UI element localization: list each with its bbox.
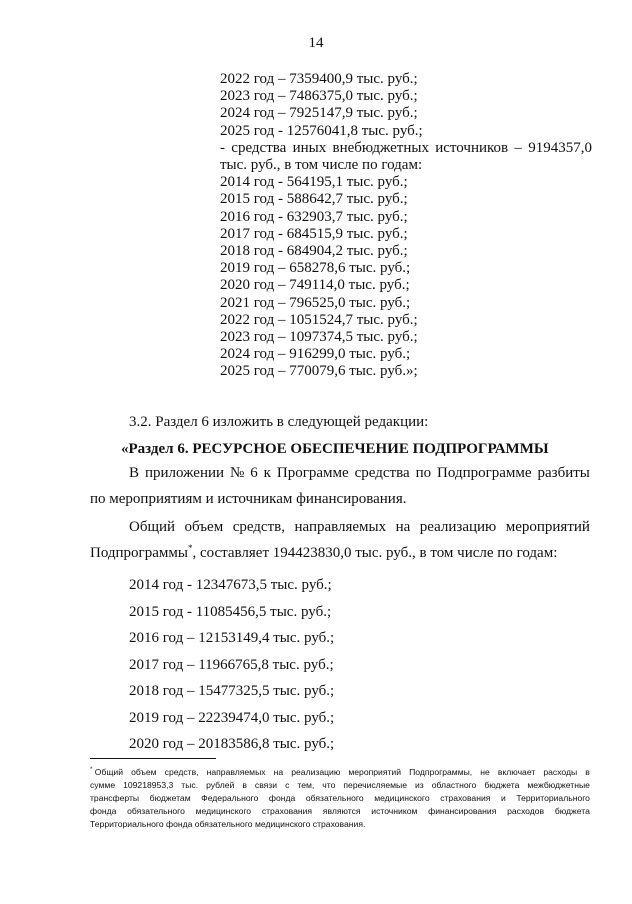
footnote-separator — [90, 758, 216, 759]
word: фонда — [90, 806, 117, 816]
word: медицинского — [374, 793, 430, 803]
word: страхования — [261, 806, 313, 816]
word: к — [263, 465, 271, 481]
word: средства — [354, 465, 410, 481]
word: направляемых — [206, 767, 266, 777]
word: включает — [497, 767, 536, 777]
footnote-line-4 — [90, 805, 590, 818]
year-line: 2024 год – 916299,0 тыс. руб.; — [220, 346, 411, 363]
word: с — [285, 780, 290, 790]
word: источников — [435, 139, 509, 156]
year-line: 2024 год – 7925147,9 тыс. руб.; — [220, 105, 418, 122]
word: связи — [254, 780, 278, 790]
word: не — [480, 767, 490, 777]
word: средств, — [232, 519, 285, 535]
word: иных — [292, 139, 327, 156]
word: страхования — [440, 793, 491, 803]
word: областного — [431, 780, 477, 790]
paragraph-2-line-2-start: Подпрограммы — [90, 545, 188, 561]
word: средств, — [164, 767, 199, 777]
year-line: 2025 год – 770079,6 тыс. руб.»; — [220, 363, 418, 380]
years-list-a — [220, 71, 592, 140]
word: В — [129, 465, 140, 481]
year-line: 2018 год - 684904,2 тыс. руб.; — [220, 243, 408, 260]
word: обязательного — [305, 793, 364, 803]
section-intro: 3.2. Раздел 6 изложить в следующей редакции: — [129, 414, 429, 430]
paragraph-1 — [90, 460, 590, 512]
word: являются — [322, 806, 361, 816]
year-line: 2023 год – 1097374,5 тыс. руб.; — [220, 329, 418, 346]
word: фонда — [268, 793, 296, 803]
word: * Общий — [90, 767, 124, 777]
word: в — [242, 780, 247, 790]
footnote-reference-marker: * — [187, 543, 193, 553]
word: № — [229, 465, 245, 481]
word: обязательного — [127, 806, 185, 816]
year-line: 2020 год – 20183586,8 тыс. руб.; — [129, 736, 335, 752]
year-line: 2020 год – 749114,0 тыс. руб.; — [220, 277, 410, 294]
word: бюджетам — [149, 793, 191, 803]
year-line: 2014 год - 12347673,5 тыс. руб.; — [129, 577, 332, 593]
other-sources-line — [220, 140, 592, 157]
word: Федерального — [201, 793, 259, 803]
word: 9194357,0 — [528, 139, 592, 156]
footnote-line-3 — [90, 792, 590, 805]
word: Общий — [129, 519, 176, 535]
year-line: 2022 год – 7359400,9 тыс. руб.; — [220, 71, 418, 87]
word: Подпрограмме — [437, 465, 532, 481]
word: тыс. — [181, 780, 199, 790]
paragraph-2 — [90, 514, 590, 566]
word: мероприятий — [505, 519, 590, 535]
year-line: 2015 год - 588642,7 тыс. руб.; — [220, 191, 408, 208]
word: реализацию — [419, 519, 497, 535]
word: медицинского — [195, 806, 252, 816]
paragraph-2-line-2 — [90, 540, 590, 566]
year-line: 2025 год - 12576041,8 тыс. руб.; — [220, 122, 423, 139]
year-line: 2014 год - 564195,1 тыс. руб.; — [220, 174, 408, 191]
word: внебюджетных — [332, 139, 429, 156]
year-line: 2017 год – 11966765,8 тыс. руб.; — [129, 656, 334, 673]
word: сумме — [90, 780, 116, 790]
word: 6 — [250, 465, 258, 481]
word: приложении — [144, 465, 225, 481]
word: из — [414, 780, 424, 790]
word: межбюджетные — [527, 780, 590, 790]
word: перечисляемые — [343, 780, 407, 790]
paragraph-2-line-1 — [90, 514, 590, 540]
years-list-b — [220, 174, 592, 380]
paragraph-1-line-1 — [90, 460, 590, 486]
word: - — [220, 139, 225, 156]
word: направляемых — [294, 519, 387, 535]
word: финансирования — [428, 806, 497, 816]
word: тем, — [297, 780, 315, 790]
page-number: 14 — [308, 35, 324, 51]
word: бюджета — [484, 780, 520, 790]
year-line: 2017 год - 684515,9 тыс. руб.; — [220, 225, 408, 242]
year-line: 2022 год – 1051524,7 тыс. руб.; — [220, 311, 418, 328]
paragraph-2-line-2-end: , составляет 194423830,0 тыс. руб., в том числе по годам: — [192, 545, 558, 561]
word: средства — [231, 139, 287, 156]
section-title: «Раздел 6. РЕСУРСНОЕ ОБЕСПЕЧЕНИЕ ПОДПРОГРАММЫ — [121, 441, 549, 457]
word: 109218953,3 — [123, 780, 174, 790]
word: расходов — [507, 806, 545, 816]
year-line: 2018 год – 15477325,5 тыс. руб.; — [129, 683, 335, 699]
word: Подпрограммы, — [409, 767, 473, 777]
footnote — [90, 766, 590, 831]
year-line: 2021 год – 796525,0 тыс. руб.; — [220, 294, 411, 311]
footnote-line-1 — [90, 766, 590, 779]
word: бюджета — [554, 806, 590, 816]
word: в — [585, 767, 590, 777]
word: и — [500, 793, 506, 803]
year-line: 2016 год – 12153149,4 тыс. руб.; — [129, 630, 335, 646]
word: по — [415, 465, 432, 481]
year-line: 2019 год – 658278,6 тыс. руб.; — [220, 260, 411, 277]
footnote-line-5: Территориального фонда обязательного медицинского страхования. — [90, 819, 366, 829]
word: на — [273, 767, 284, 777]
funding-block-top — [220, 71, 592, 381]
year-line: 2019 год – 22239474,0 тыс. руб.; — [129, 709, 335, 726]
paragraph-1-line-2: по мероприятиям и источникам финансирования. — [90, 491, 407, 507]
year-line: 2016 год - 632903,7 тыс. руб.; — [220, 208, 408, 225]
year-line: 2023 год – 7486375,0 тыс. руб.; — [220, 88, 418, 105]
year-line: 2015 год - 11085456,5 тыс. руб.; — [129, 603, 332, 620]
word: объем — [184, 519, 224, 535]
word: – — [514, 139, 522, 156]
word: объем — [131, 767, 157, 777]
word: разбиты — [537, 465, 590, 481]
word: что — [322, 780, 336, 790]
word: рублей — [206, 780, 235, 790]
footnote-line-2 — [90, 779, 590, 792]
word: расходы — [543, 767, 578, 777]
word: Территориального — [516, 793, 590, 803]
word: реализацию — [291, 767, 341, 777]
word: мероприятий — [348, 767, 402, 777]
other-sources-line-2: тыс. руб., в том числе по годам: — [220, 157, 423, 174]
word: источником — [371, 806, 418, 816]
word: Программе — [276, 465, 349, 481]
word: на — [395, 519, 411, 535]
word: трансферты — [90, 793, 140, 803]
years-list-c — [129, 572, 334, 758]
footnote-marker: * — [90, 767, 93, 774]
